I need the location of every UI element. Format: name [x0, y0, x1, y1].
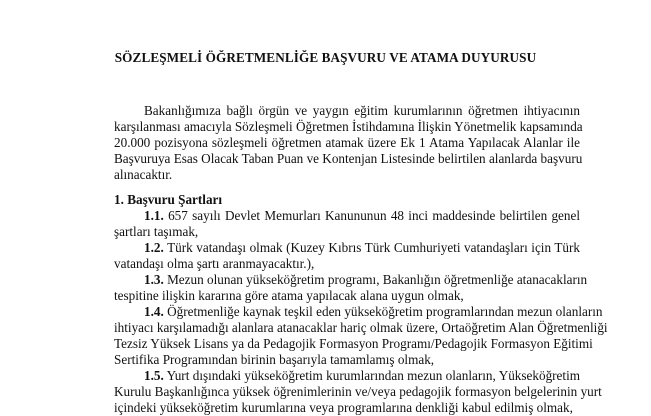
item-number: 1.2. [144, 240, 164, 255]
item-number: 1.4. [144, 304, 164, 319]
item-1-2-line-1 [144, 240, 580, 256]
item-text: Yurt dışındaki yükseköğretim kurumlarından mezun olanların, Yükseköğretim [166, 368, 581, 383]
item-1-4-line-3: Tezsiz Yüksek Lisans ya da Pedagojik Formasyon Programı/Pedagojik Formasyon Eğitimi [114, 336, 593, 351]
item-1-1-line-2: şartları taşımak, [114, 224, 199, 239]
intro-line-2: karşılanması amacıyla Sözleşmeli Öğretmen İstihdamına İlişkin Yönetmelik kapsamında [114, 119, 583, 134]
item-number: 1.5. [144, 368, 164, 383]
item-1-5-line-1 [144, 368, 580, 384]
item-text: Öğretmenliğe kaynak teşkil eden yükseköğretim programlarından mezun olanların [167, 304, 603, 319]
intro-line-3: 20.000 pozisyona sözleşmeli öğretmen atamak üzere Ek 1 Atama Yapılacak Alanlar ile [114, 135, 580, 150]
item-text: Türk vatandaşı olmak (Kuzey Kıbrıs Türk Cumhuriyeti vatandaşları için Türk [167, 240, 580, 255]
item-number: 1.1. [144, 208, 164, 223]
document-title: SÖZLEŞMELİ ÖĞRETMENLİĞE BAŞVURU VE ATAMA DUYURUSU [114, 50, 537, 65]
item-1-5-line-2: Kurulu Başkanlığınca yüksek öğrenimlerinin ve/veya pedagojik formasyon belgelerinin yurt [114, 384, 602, 399]
intro-line-4: Başvuruya Esas Olacak Taban Puan ve Kontenjan Listesinde belirtilen alanlarda başvuru [114, 151, 583, 166]
item-text: 657 sayılı Devlet Memurları Kanununun 48 inci maddesinde belirtilen genel [168, 208, 581, 223]
section-heading: 1. Başvuru Şartları [114, 192, 223, 207]
item-1-3-line-1 [144, 272, 588, 288]
item-text: Mezun olunan yükseköğretim programı, Bakanlığın öğretmenliğe atanacakların [167, 272, 588, 287]
item-1-1-line-1 [144, 208, 580, 224]
item-1-5-line-3: içindeki yükseköğretim kurumlarına veya programlarına denkliği kabul edilmiş olmak, [114, 400, 573, 415]
item-1-4-line-1 [144, 304, 603, 320]
intro-line-1: Bakanlığımıza bağlı örgün ve yaygın eğitim kurumlarının öğretmen ihtiyacının [144, 103, 580, 118]
item-1-3-line-2: tespitine ilişkin kararına göre atama yapılacak alana uygun olmak, [114, 288, 464, 303]
item-1-2-line-2: vatandaşı olma şartı aranmayacaktır.), [114, 256, 315, 271]
item-1-4-line-2: ihtiyacı karşılamadığı alanlara atanacaklar hariç olmak üzere, Ortaöğretim Alan Öğretmenliği [114, 320, 608, 335]
item-1-4-line-4: Sertifika Programından birinin başarıyla tamamlamış olmak, [114, 352, 435, 367]
item-number: 1.3. [144, 272, 164, 287]
intro-line-5: alınacaktır. [114, 167, 173, 182]
